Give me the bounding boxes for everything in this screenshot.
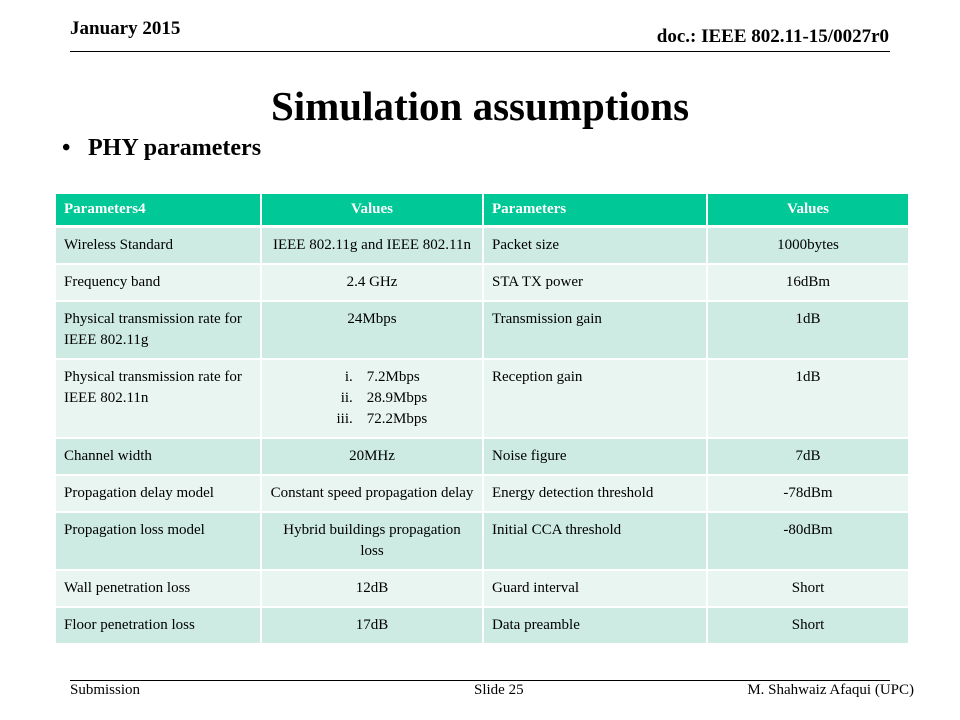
list-item-text: 7.2Mbps bbox=[366, 369, 420, 385]
table-row bbox=[56, 301, 909, 359]
table-cell: STA TX power bbox=[483, 264, 707, 301]
bullet-text: PHY parameters bbox=[88, 135, 262, 161]
table-cell: 12dB bbox=[261, 570, 483, 607]
table-cell: Floor penetration loss bbox=[56, 607, 261, 644]
table-cell: Guard interval bbox=[483, 570, 707, 607]
table-body bbox=[56, 227, 909, 645]
table-cell: Reception gain bbox=[483, 359, 707, 438]
table-cell: Noise figure bbox=[483, 438, 707, 475]
list-item bbox=[317, 409, 427, 430]
table-cell: Hybrid buildings propagation loss bbox=[261, 512, 483, 570]
table-cell: Short bbox=[707, 570, 909, 607]
table-cell: IEEE 802.11g and IEEE 802.11n bbox=[261, 227, 483, 265]
table-cell: 7dB bbox=[707, 438, 909, 475]
column-header: Parameters4 bbox=[56, 194, 261, 227]
table-cell: Frequency band bbox=[56, 264, 261, 301]
table-cell: Physical transmission rate for IEEE 802.11n bbox=[56, 359, 261, 438]
list-item bbox=[317, 388, 427, 409]
table-row bbox=[56, 607, 909, 644]
table-cell: -78dBm bbox=[707, 475, 909, 512]
footer-submission: Submission bbox=[70, 682, 141, 698]
header-doc-id: doc.: IEEE 802.11-15/0027r0 bbox=[656, 26, 889, 47]
table-row bbox=[56, 438, 909, 475]
table-cell bbox=[261, 359, 483, 438]
footer-divider bbox=[70, 680, 890, 681]
list-item-number: i. bbox=[344, 369, 353, 385]
list-item bbox=[317, 367, 427, 388]
table-cell: 16dBm bbox=[707, 264, 909, 301]
table-cell: 1dB bbox=[707, 301, 909, 359]
table-cell: 20MHz bbox=[261, 438, 483, 475]
rate-list bbox=[317, 367, 427, 430]
table-cell: Physical transmission rate for IEEE 802.11g bbox=[56, 301, 261, 359]
list-item-text: 28.9Mbps bbox=[366, 390, 428, 406]
footer-slide-number: Slide 25 bbox=[474, 682, 524, 698]
table-cell: Wall penetration loss bbox=[56, 570, 261, 607]
table-cell: 1000bytes bbox=[707, 227, 909, 265]
table-row bbox=[56, 359, 909, 438]
table-cell: Data preamble bbox=[483, 607, 707, 644]
list-item-text: 72.2Mbps bbox=[366, 411, 428, 427]
bullet-marker: • bbox=[62, 135, 71, 161]
column-header: Values bbox=[707, 194, 909, 227]
table-cell: Channel width bbox=[56, 438, 261, 475]
table-cell: Propagation delay model bbox=[56, 475, 261, 512]
table-cell: Energy detection threshold bbox=[483, 475, 707, 512]
table-cell: 24Mbps bbox=[261, 301, 483, 359]
table-cell: Packet size bbox=[483, 227, 707, 265]
table-cell: 1dB bbox=[707, 359, 909, 438]
column-header: Values bbox=[261, 194, 483, 227]
table-row bbox=[56, 570, 909, 607]
table-cell: 2.4 GHz bbox=[261, 264, 483, 301]
phy-parameters-table bbox=[56, 194, 910, 645]
table-cell: Constant speed propagation delay bbox=[261, 475, 483, 512]
table-cell: Propagation loss model bbox=[56, 512, 261, 570]
bullet-item bbox=[62, 135, 261, 162]
table-row bbox=[56, 227, 909, 265]
footer-author: M. Shahwaiz Afaqui (UPC) bbox=[747, 682, 914, 698]
list-item-number: iii. bbox=[336, 411, 353, 427]
table-row bbox=[56, 475, 909, 512]
table-row bbox=[56, 264, 909, 301]
table-cell: 17dB bbox=[261, 607, 483, 644]
table-cell: Transmission gain bbox=[483, 301, 707, 359]
header-divider bbox=[70, 51, 890, 52]
table-cell: -80dBm bbox=[707, 512, 909, 570]
slide-title: Simulation assumptions bbox=[270, 83, 690, 129]
header-date: January 2015 bbox=[70, 18, 181, 39]
table-row bbox=[56, 512, 909, 570]
table-cell: Short bbox=[707, 607, 909, 644]
column-header: Parameters bbox=[483, 194, 707, 227]
table-header-row bbox=[56, 194, 909, 227]
list-item-number: ii. bbox=[340, 390, 353, 406]
table-cell: Wireless Standard bbox=[56, 227, 261, 265]
table-cell: Initial CCA threshold bbox=[483, 512, 707, 570]
